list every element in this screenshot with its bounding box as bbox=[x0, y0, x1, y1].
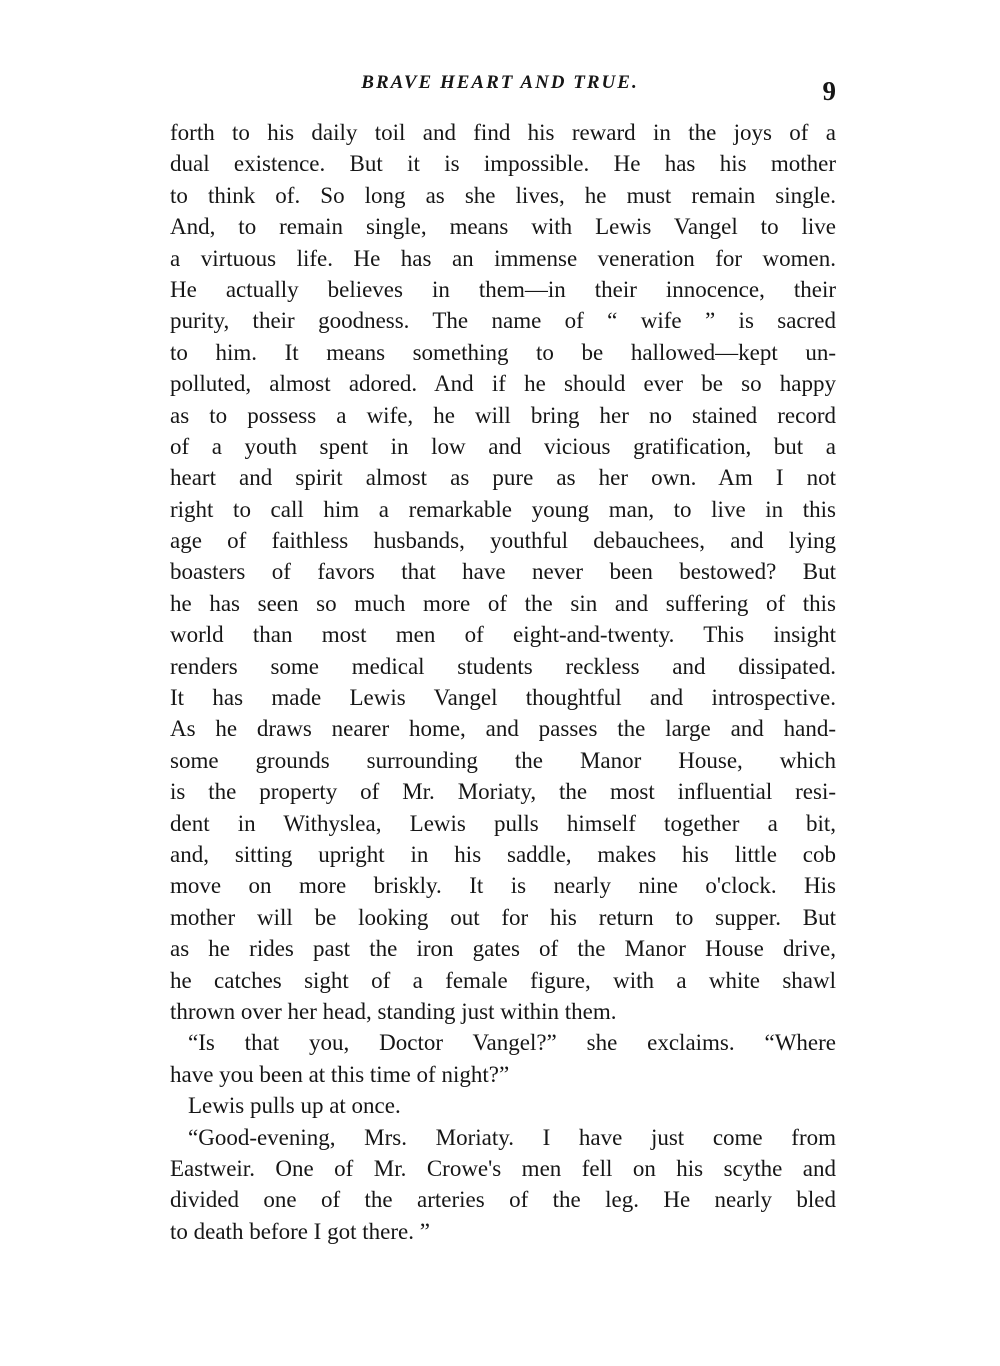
text-line: renders some medical students reckless and dissipated. bbox=[170, 653, 836, 679]
text-line: mother will be looking out for his return to supper. But bbox=[170, 904, 836, 930]
text-line: as he rides past the iron gates of the Manor House drive, bbox=[170, 936, 836, 962]
text-line: some grounds surrounding the Manor House, which bbox=[170, 747, 836, 773]
text-line: And, to remain single, means with Lewis Vangel to live bbox=[170, 214, 836, 240]
text-line: is the property of Mr. Moriaty, the most influential resi- bbox=[170, 779, 836, 805]
text-line: as to possess a wife, he will bring her no stained record bbox=[170, 402, 836, 428]
text-line: to him. It means something to be hallowed—kept un- bbox=[170, 339, 836, 365]
text-line: “Is that you, Doctor Vangel?” she exclaims. “Where bbox=[188, 1030, 836, 1056]
text-line: to death before I got there. ” bbox=[170, 1218, 430, 1244]
text-line: forth to his daily toil and find his reward in the joys of a bbox=[170, 120, 836, 145]
running-head bbox=[160, 72, 840, 106]
text-line: to think of. So long as she lives, he must remain single. bbox=[170, 182, 836, 208]
text-line: heart and spirit almost as pure as her own. Am I not bbox=[170, 465, 836, 491]
text-line: have you been at this time of night?” bbox=[170, 1061, 510, 1087]
text-line: world than most men of eight-and-twenty. This insight bbox=[170, 622, 836, 648]
text-line: It has made Lewis Vangel thoughtful and introspective. bbox=[170, 685, 836, 711]
page-number: 9 bbox=[822, 76, 836, 106]
text-line: boasters of favors that have never been bestowed? But bbox=[170, 559, 836, 585]
text-line: of a youth spent in low and vicious gratification, but a bbox=[170, 433, 836, 459]
text-line: polluted, almost adored. And if he should ever be so happy bbox=[170, 371, 836, 397]
body-text bbox=[170, 117, 836, 1247]
text-line: age of faithless husbands, youthful debauchees, and lying bbox=[170, 528, 836, 554]
text-line: divided one of the arteries of the leg. He nearly bled bbox=[170, 1187, 836, 1213]
text-line: Eastweir. One of Mr. Crowe's men fell on his scythe and bbox=[170, 1155, 836, 1181]
text-line: As he draws nearer home, and passes the large and hand- bbox=[170, 716, 836, 742]
text-line: purity, their goodness. The name of “ wife ” is sacred bbox=[170, 308, 836, 334]
text-line: a virtuous life. He has an immense veneration for women. bbox=[170, 245, 836, 271]
text-line: thrown over her head, standing just within them. bbox=[170, 998, 617, 1024]
text-line: dent in Withyslea, Lewis pulls himself together a bit, bbox=[170, 810, 836, 836]
text-line: and, sitting upright in his saddle, makes his little cob bbox=[170, 841, 836, 867]
text-line: dual existence. But it is impossible. He has his mother bbox=[170, 151, 836, 177]
text-line: right to call him a remarkable young man, to live in this bbox=[170, 496, 836, 522]
running-title: BRAVE HEART AND TRUE. bbox=[361, 72, 639, 93]
text-line: he has seen so much more of the sin and suffering of this bbox=[170, 590, 836, 616]
text-line: move on more briskly. It is nearly nine o'clock. His bbox=[170, 873, 836, 899]
text-line: He actually believes in them—in their innocence, their bbox=[170, 276, 836, 302]
text-line: Lewis pulls up at once. bbox=[188, 1093, 401, 1119]
text-line: he catches sight of a female figure, with a white shawl bbox=[170, 967, 836, 993]
text-line: “Good-evening, Mrs. Moriaty. I have just come from bbox=[188, 1124, 836, 1150]
